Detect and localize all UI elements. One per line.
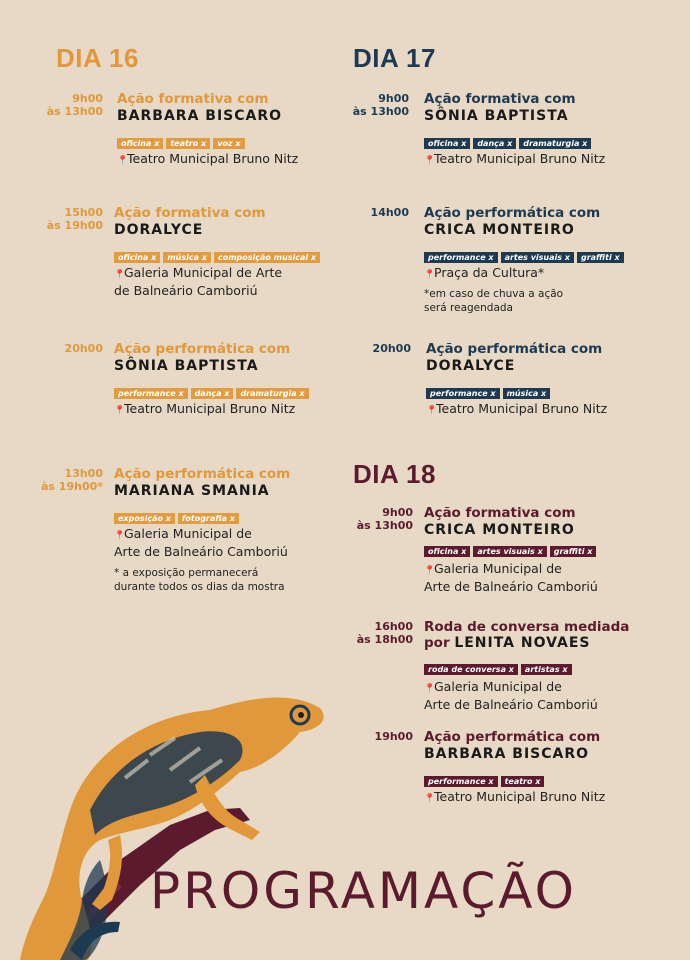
event-artist: MARIANA SMANIA: [114, 483, 270, 499]
event-time: 9h00 às 13h00: [352, 92, 409, 118]
event-tags: [424, 664, 664, 676]
event-artist: BARBARA BISCARO: [424, 746, 590, 762]
pin-icon: 📍: [117, 156, 129, 166]
event-tags: [117, 138, 337, 150]
pin-icon: 📍: [424, 566, 436, 576]
event-tags: [114, 513, 344, 525]
tag: dança x: [473, 138, 516, 149]
event-tags: [424, 546, 664, 558]
tag: performance x: [424, 776, 498, 787]
tag: oficina x: [117, 138, 163, 149]
event-artist: DORALYCE: [426, 358, 516, 374]
event-location: 📍Teatro Municipal Bruno Nitz: [424, 789, 664, 807]
event-artist: SÔNIA BAPTISTA: [114, 358, 259, 374]
day-16-heading: DIA 16: [56, 43, 139, 73]
event-location: 📍Galeria Municipal de Arte de Balneário Camboriú: [424, 561, 598, 594]
event-time: 9h00 às 13h00: [46, 92, 103, 118]
event-location: 📍Teatro Municipal Bruno Nitz: [426, 401, 666, 419]
event-time: 15h00 às 19h00: [46, 206, 103, 232]
event-time: 20h00: [372, 342, 411, 355]
event-kind: Ação performática com: [114, 466, 291, 482]
pin-icon: 📍: [114, 406, 126, 416]
event-kind: Ação performática com: [426, 341, 603, 357]
event-tags: [424, 138, 664, 150]
tag: voz x: [213, 138, 244, 149]
event-artist: CRICA MONTEIRO: [424, 222, 575, 238]
event-time: 14h00: [370, 206, 409, 219]
pin-icon: 📍: [114, 531, 126, 541]
event-tags: [114, 252, 344, 264]
event-artist: BARBARA BISCARO: [117, 108, 283, 124]
event-note: * a exposição permanecerá durante todos os dias da mostra: [114, 567, 285, 593]
tag: artistas x: [521, 664, 572, 675]
tag: oficina x: [114, 252, 160, 263]
page-title: PROGRAMAÇÃO: [150, 862, 577, 920]
event-location: 📍Praça da Cultura*: [424, 265, 664, 283]
pin-icon: 📍: [424, 156, 436, 166]
day-18-heading: DIA 18: [353, 459, 436, 489]
event-time: 19h00: [374, 730, 413, 743]
tag: dramaturgia x: [236, 388, 308, 399]
event-time: 20h00: [64, 342, 103, 355]
tag: graffiti x: [550, 546, 597, 557]
event-artist: SÔNIA BAPTISTA: [424, 108, 569, 124]
pin-icon: 📍: [424, 794, 436, 804]
event-kind-line2: por LENITA NOVAES: [424, 635, 591, 651]
tag: artes visuais x: [473, 546, 546, 557]
tag: dramaturgia x: [519, 138, 591, 149]
tag: artes visuais x: [501, 252, 574, 263]
event-kind: Ação performática com: [424, 205, 601, 221]
event-artist: DORALYCE: [114, 222, 204, 238]
event-artist: LENITA NOVAES: [454, 635, 591, 651]
tag: música x: [503, 388, 551, 399]
event-tags: [424, 776, 664, 788]
tag: performance x: [114, 388, 188, 399]
event-location: 📍Galeria Municipal de Arte de Balneário Camboriú: [114, 265, 283, 298]
event-note: *em caso de chuva a ação será reagendada: [424, 288, 564, 314]
tag: composição musical x: [214, 252, 320, 263]
event-kind: Ação performática com: [424, 729, 601, 745]
pin-icon: 📍: [424, 684, 436, 694]
pin-icon: 📍: [426, 406, 438, 416]
event-tags: [114, 388, 344, 400]
tag: oficina x: [424, 138, 470, 149]
pin-icon: 📍: [424, 270, 436, 280]
tag: dança x: [191, 388, 234, 399]
day-17-heading: DIA 17: [353, 43, 436, 73]
event-kind: Ação formativa com: [424, 505, 576, 521]
event-kind: Ação formativa com: [114, 205, 266, 221]
event-kind: Roda de conversa mediada: [424, 619, 630, 635]
tag: teatro x: [166, 138, 210, 149]
event-tags: [424, 252, 664, 264]
event-kind: Ação formativa com: [424, 91, 576, 107]
tag: performance x: [426, 388, 500, 399]
event-kind: Ação formativa com: [117, 91, 269, 107]
tag: graffiti x: [577, 252, 624, 263]
tag: roda de conversa x: [424, 664, 518, 675]
event-location: 📍Teatro Municipal Bruno Nitz: [117, 151, 337, 169]
event-time: 16h00 às 18h00: [356, 620, 413, 646]
event-kind: Ação performática com: [114, 341, 291, 357]
event-location: 📍Teatro Municipal Bruno Nitz: [114, 401, 344, 419]
pin-icon: 📍: [114, 270, 126, 280]
tag: exposição x: [114, 513, 175, 524]
event-tags: [426, 388, 666, 400]
event-time: 9h00 às 13h00: [356, 506, 413, 532]
event-artist: CRICA MONTEIRO: [424, 522, 575, 538]
event-time: 13h00 às 19h00*: [41, 467, 103, 493]
event-location: 📍Galeria Municipal de Arte de Balneário Camboriú: [114, 526, 288, 559]
event-location: 📍Galeria Municipal de Arte de Balneário Camboriú: [424, 679, 598, 712]
tag: fotografia x: [178, 513, 239, 524]
event-location: 📍Teatro Municipal Bruno Nitz: [424, 151, 664, 169]
tag: performance x: [424, 252, 498, 263]
tag: teatro x: [501, 776, 545, 787]
tag: oficina x: [424, 546, 470, 557]
tag: música x: [163, 252, 211, 263]
